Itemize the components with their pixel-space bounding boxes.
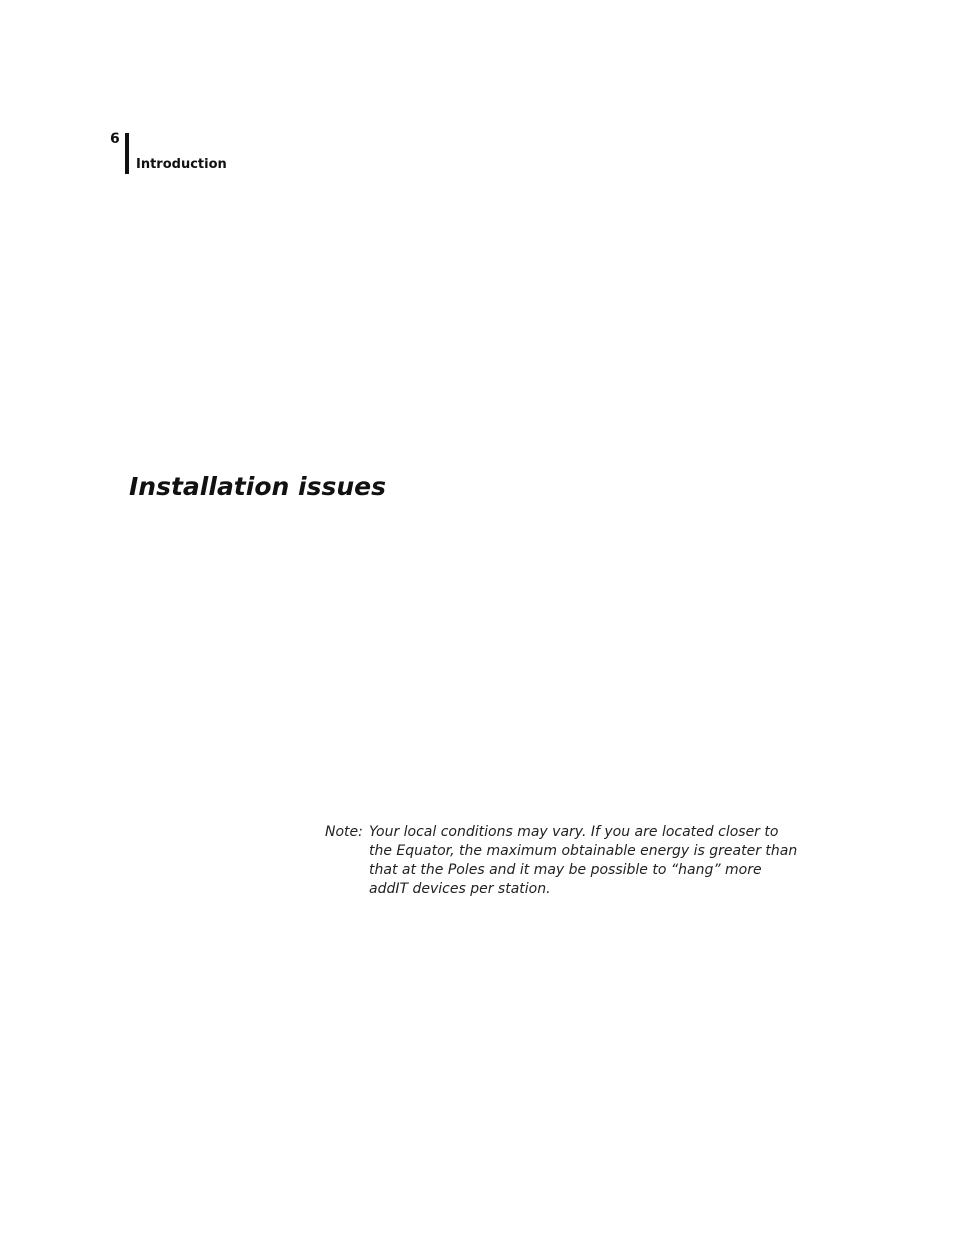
note-line: Your local conditions may vary. If you are located closer to bbox=[369, 824, 779, 840]
header-rule bbox=[125, 133, 129, 174]
note-block bbox=[325, 823, 798, 899]
note-line: the Equator, the maximum obtainable energy is greater than bbox=[369, 843, 798, 859]
section-heading: Installation issues bbox=[129, 472, 386, 501]
page-number: 6 bbox=[110, 131, 120, 147]
running-head: Introduction bbox=[136, 157, 227, 172]
note-label: Note: bbox=[325, 824, 363, 840]
note-line: that at the Poles and it may be possible to “hang” more bbox=[369, 862, 762, 878]
note-line: addIT devices per station. bbox=[369, 881, 551, 897]
note-body bbox=[369, 823, 797, 899]
